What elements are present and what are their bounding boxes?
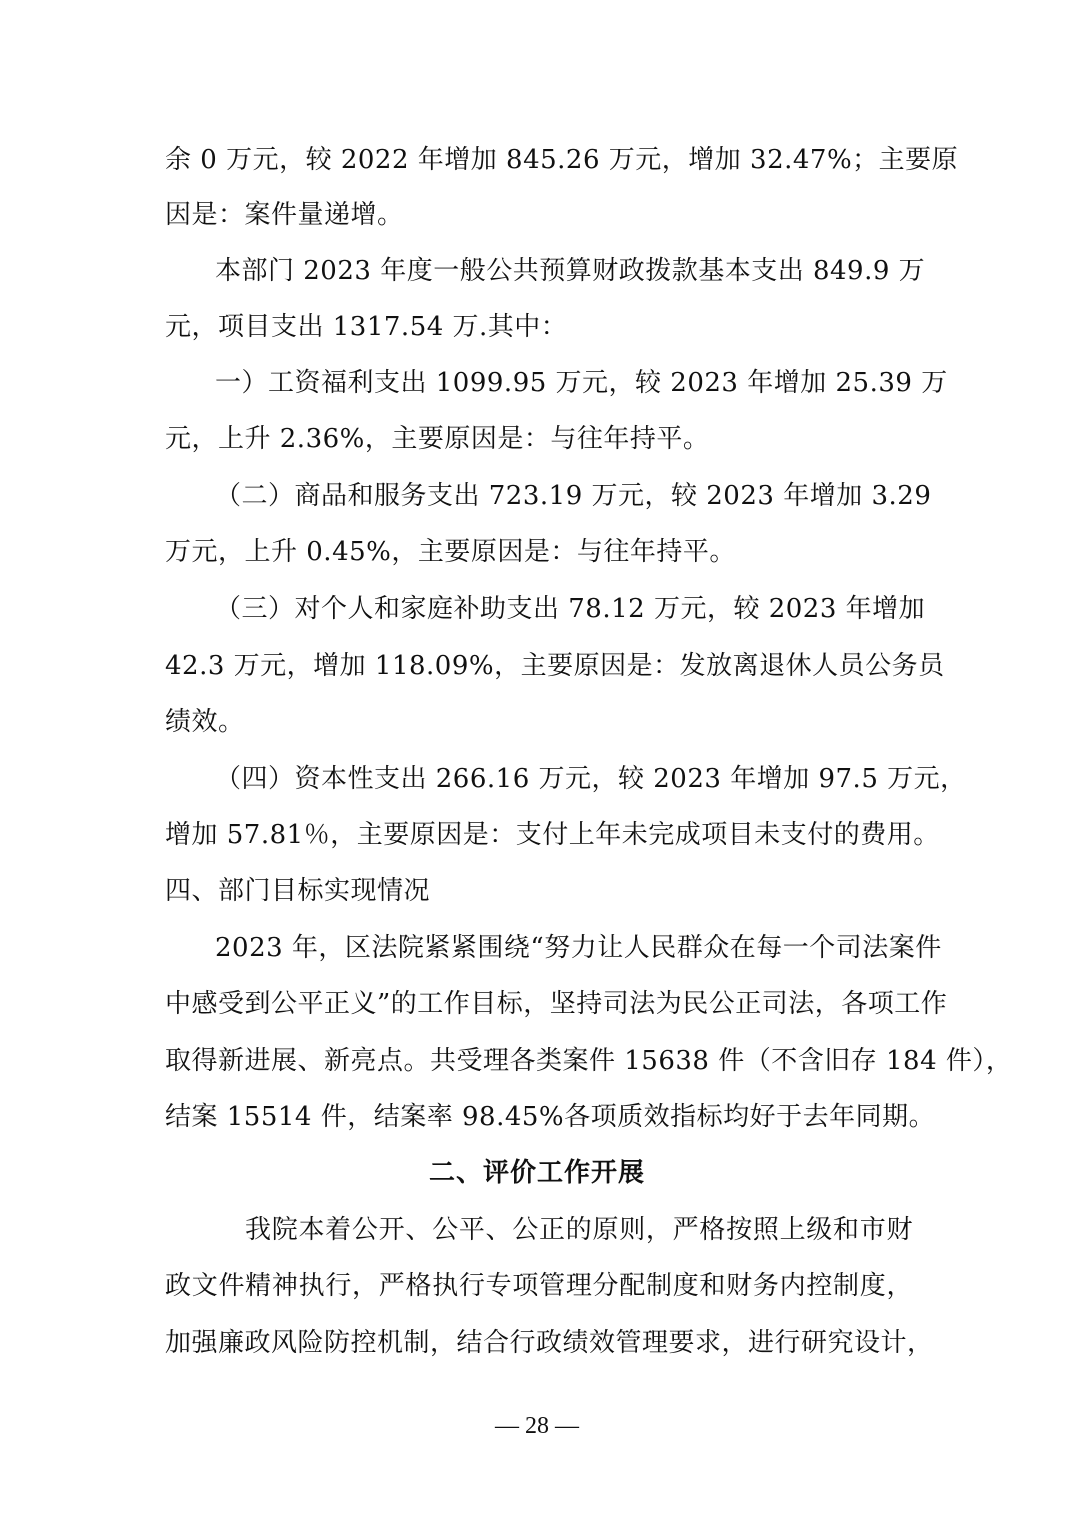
- body-line: 42.3 万元，增加 118.09%，主要原因是：发放离退休人员公务员: [165, 651, 945, 681]
- body-line: 结案 15514 件，结案率 98.45%各项质效指标均好于去年同期。: [165, 1102, 936, 1132]
- body-line: 绩效。: [165, 707, 245, 737]
- body-line: 因是：案件量递增。: [165, 200, 404, 230]
- body-line: （二）商品和服务支出 723.19 万元，较 2023 年增加 3.29: [215, 481, 932, 511]
- body-line: 元，项目支出 1317.54 万.其中：: [165, 312, 568, 342]
- body-line: 余 0 万元，较 2022 年增加 845.26 万元，增加 32.47%；主要原: [165, 145, 959, 175]
- body-line: 加强廉政风险防控机制，结合行政绩效管理要求，进行研究设计，: [165, 1328, 934, 1358]
- body-line: 万元，上升 0.45%，主要原因是：与往年持平。: [165, 537, 736, 567]
- body-line: 2023 年，区法院紧紧围绕“努力让人民群众在每一个司法案件: [215, 933, 942, 963]
- body-line: （四）资本性支出 266.16 万元，较 2023 年增加 97.5 万元，: [215, 764, 967, 794]
- body-line: 本部门 2023 年度一般公共预算财政拨款基本支出 849.9 万: [215, 256, 926, 286]
- body-line: 一）工资福利支出 1099.95 万元，较 2023 年增加 25.39 万: [215, 368, 948, 398]
- body-line: 中感受到公平正义”的工作目标，坚持司法为民公正司法，各项工作: [165, 989, 948, 1019]
- body-line: 元，上升 2.36%，主要原因是：与往年持平。: [165, 424, 710, 454]
- body-line: 增加 57.81％，主要原因是：支付上年未完成项目未支付的费用。: [165, 820, 940, 850]
- body-line: 我院本着公开、公平、公正的原则，严格按照上级和市财: [245, 1215, 913, 1245]
- page-number: — 28 —: [495, 1413, 579, 1439]
- section-subheading: 四、部门目标实现情况: [165, 876, 431, 906]
- body-line: 政文件精神执行，严格执行专项管理分配制度和财务内控制度，: [165, 1271, 913, 1301]
- section-heading: 二、评价工作开展: [428, 1158, 645, 1188]
- body-line: （三）对个人和家庭补助支出 78.12 万元，较 2023 年增加: [215, 594, 926, 624]
- body-line: 取得新进展、新亮点。共受理各类案件 15638 件（不含旧存 184 件），: [165, 1046, 1013, 1076]
